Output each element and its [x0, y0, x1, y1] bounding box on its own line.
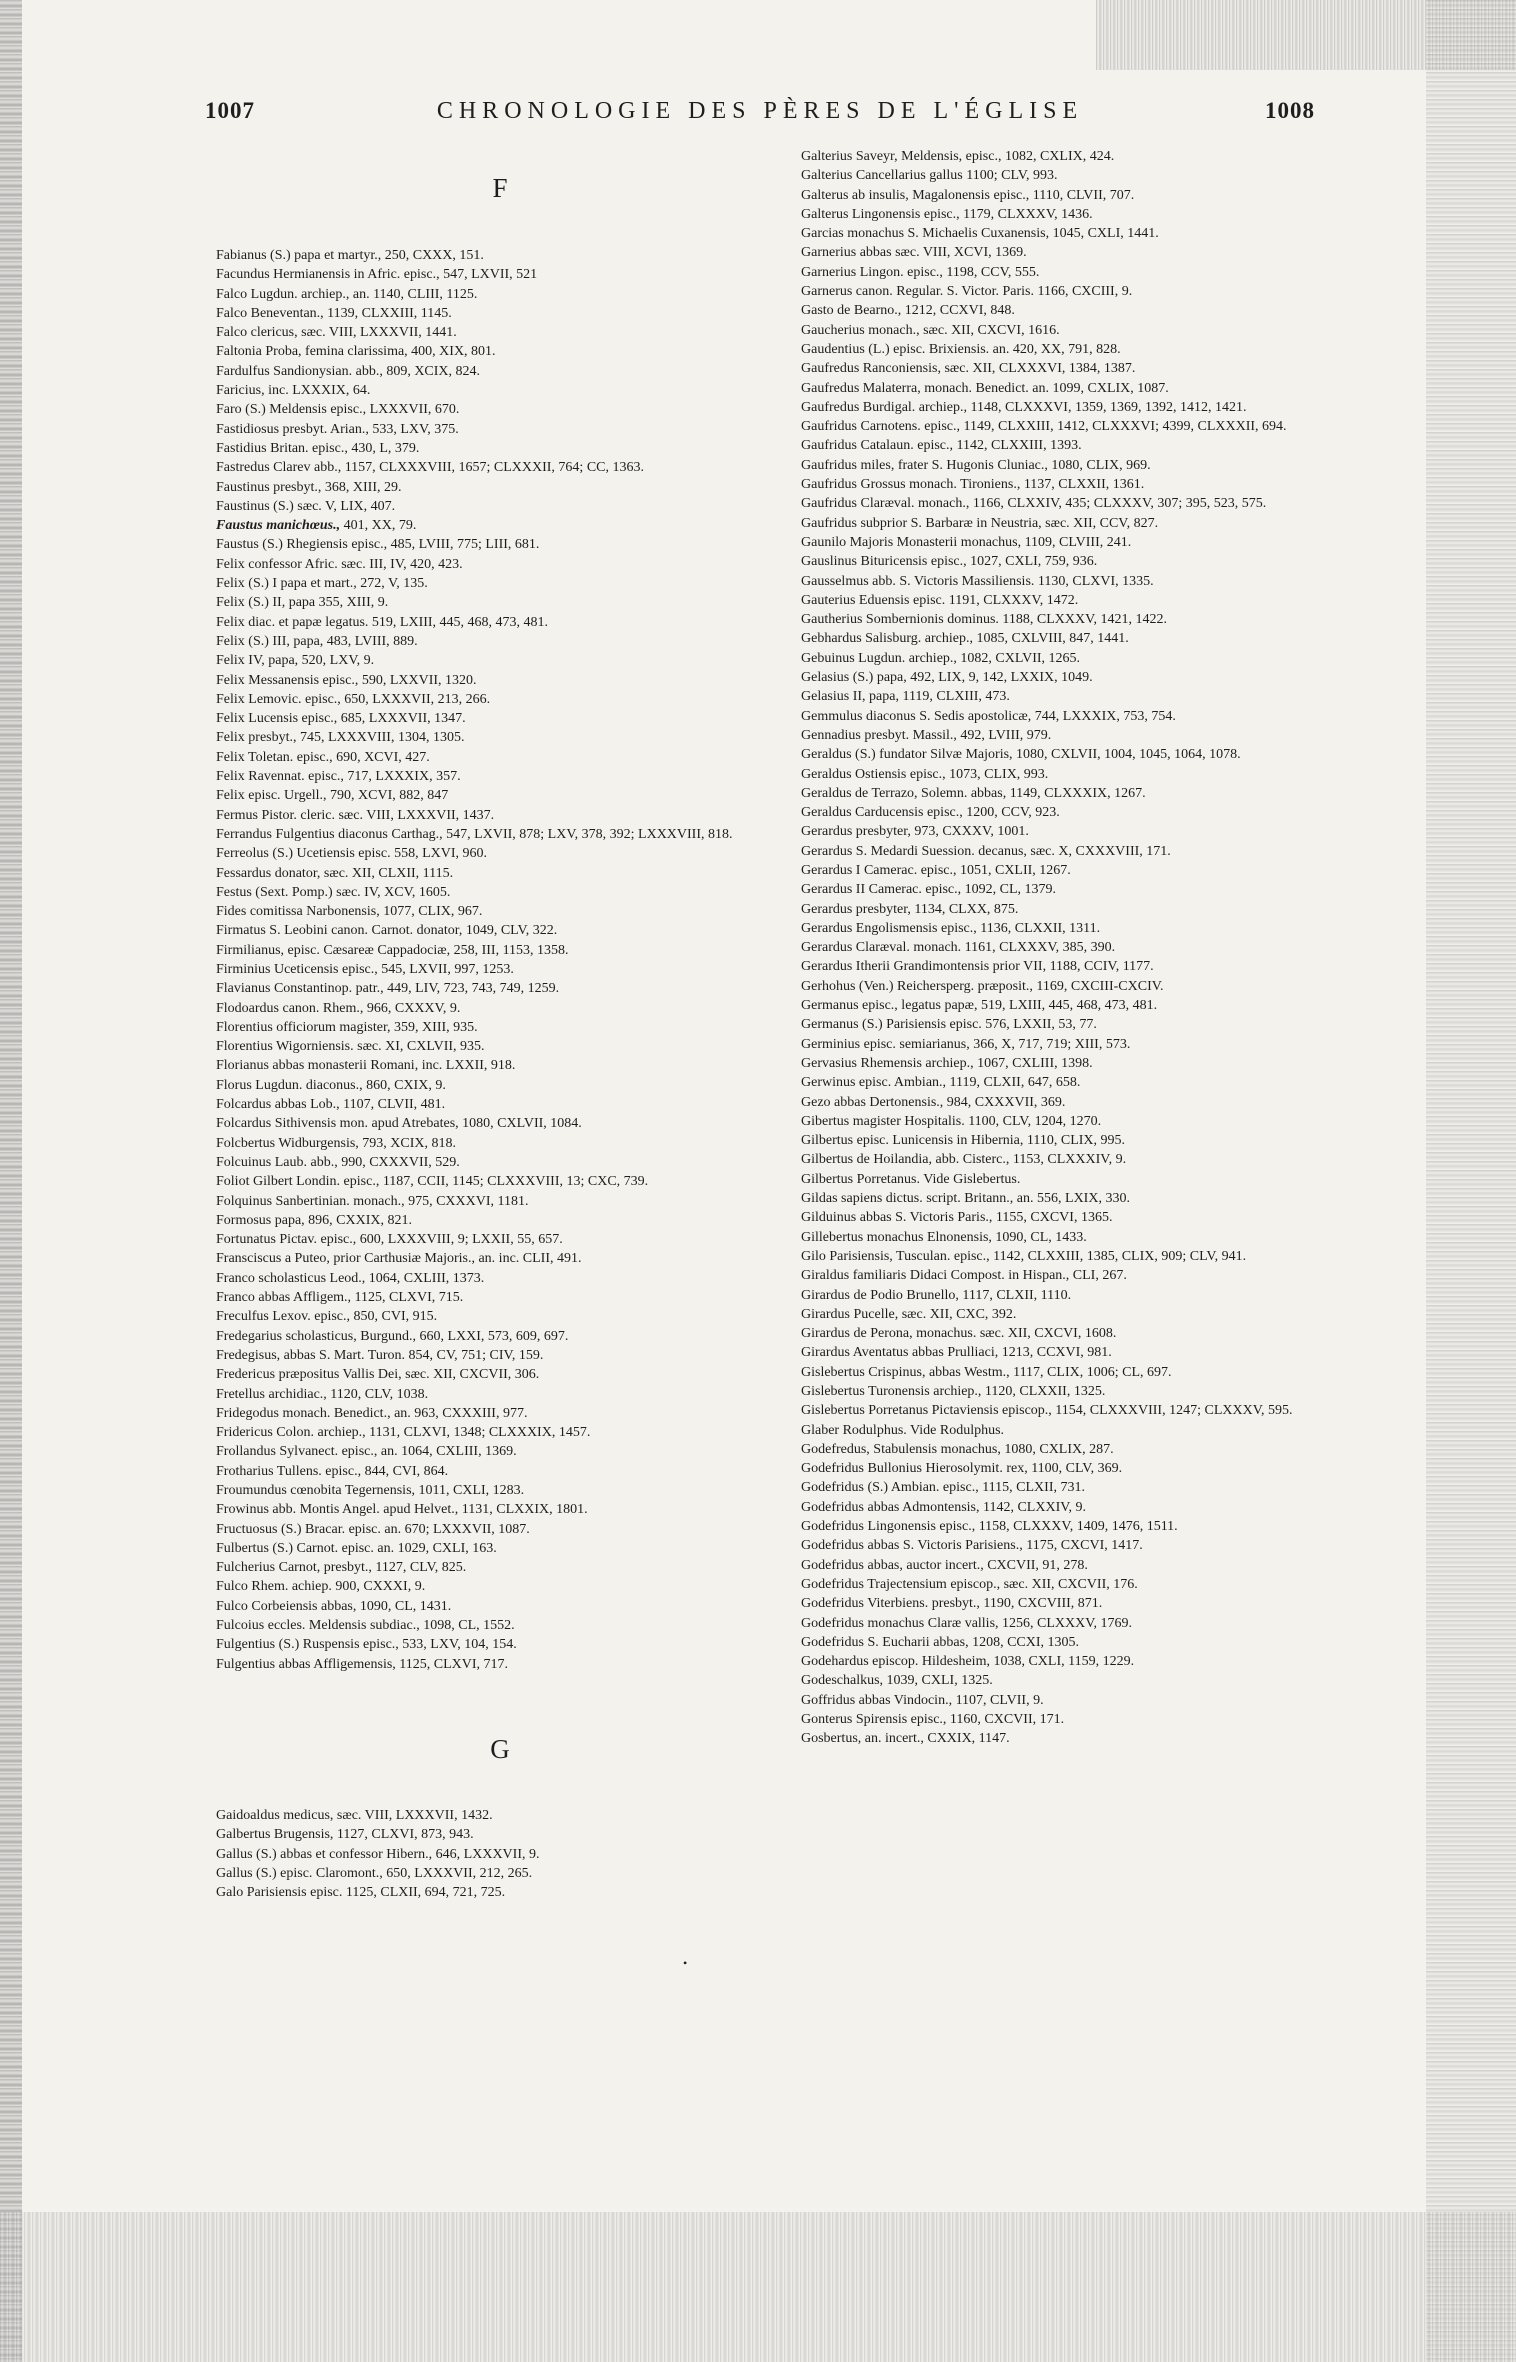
- index-entry: Fastidiosus presbyt. Arian., 533, LXV, 375.: [216, 421, 459, 437]
- index-entry: Gaucherius monach., sæc. XII, CXCVI, 1616.: [801, 322, 1060, 338]
- index-entry: Felix Lucensis episc., 685, LXXXVII, 1347.: [216, 711, 466, 727]
- page-header: [205, 98, 1315, 128]
- index-entry: Galterius Cancellarius gallus 1100; CLV, 993.: [801, 168, 1058, 184]
- index-entry: Giraldus familiaris Didaci Compost. in Hispan., CLI, 267.: [801, 1268, 1127, 1284]
- scan-noise-bottom: [0, 2212, 1516, 2362]
- index-entry: Gaunilo Majoris Monasterii monachus, 1109, CLVIII, 241.: [801, 534, 1132, 550]
- index-entry: Gasto de Bearno., 1212, CCXVI, 848.: [801, 303, 1015, 319]
- index-entry: Gautherius Sombernionis dominus. 1188, CLXXXV, 1421, 1422.: [801, 612, 1167, 628]
- index-entry: Faustinus (S.) sæc. V, LIX, 407.: [216, 498, 396, 514]
- index-entry: Gezo abbas Dertonensis., 984, CXXXVII, 369.: [801, 1094, 1066, 1110]
- index-entry: Gelasius II, papa, 1119, CLXIII, 473.: [801, 689, 1010, 705]
- index-entry: Garnerius abbas sæc. VIII, XCVI, 1369.: [801, 245, 1027, 261]
- index-entry: Fermus Pistor. cleric. sæc. VIII, LXXXVII, 1437.: [216, 807, 495, 823]
- index-entry: Godefridus S. Eucharii abbas, 1208, CCXI, 1305.: [801, 1634, 1080, 1650]
- index-entry: Falco clericus, sæc. VIII, LXXXVII, 1441.: [216, 325, 457, 341]
- index-entry: Gislebertus Porretanus Pictaviensis episcop., 1154, CLXXXVIII, 1247; CLXXXV, 595.: [801, 1403, 1293, 1419]
- index-entry: Gaufridus Carnotens. episc., 1149, CLXXIII, 1412, CLXXXVI; 4399, CLXXXII, 694.: [801, 419, 1287, 435]
- section-letter-g: G: [490, 1733, 510, 1764]
- index-entry: Frotharius Tullens. episc., 844, CVI, 864.: [216, 1463, 449, 1479]
- index-entry: Gerardus Claræval. monach. 1161, CLXXXV, 385, 390.: [801, 940, 1116, 956]
- index-entry: Froumundus cœnobita Tegernensis, 1011, CXLI, 1283.: [216, 1483, 525, 1498]
- index-entry: Gosbertus, an. incert., CXXIX, 1147.: [801, 1731, 1010, 1747]
- index-entry: Gillebertus monachus Elnonensis, 1090, CL, 1433.: [801, 1229, 1087, 1245]
- index-entry: Fredegarius scholasticus, Burgund., 660, LXXI, 573, 609, 697.: [216, 1328, 569, 1344]
- index-entry: Fulbertus (S.) Carnot. episc. an. 1029, CXLI, 163.: [216, 1540, 497, 1556]
- right-column: [785, 147, 1310, 1749]
- index-entry: Fabianus (S.) papa et martyr., 250, CXXX, 151.: [216, 248, 484, 263]
- index-entry: Girardus de Podio Brunello, 1117, CLXII, 1110.: [801, 1287, 1072, 1303]
- index-entry: Fredericus præpositus Vallis Dei, sæc. XII, CXCVII, 306.: [216, 1367, 540, 1383]
- index-entry: Gemmulus diaconus S. Sedis apostolicæ, 744, LXXXIX, 753, 754.: [801, 708, 1176, 724]
- index-entry: Gaufredus Burdigal. archiep., 1148, CLXXXVI, 1359, 1369, 1392, 1412, 1421.: [801, 399, 1247, 415]
- entries-g: [200, 1806, 760, 1902]
- index-entry: Gilo Parisiensis, Tusculan. episc., 1142, CLXXIII, 1385, CLIX, 909; CLV, 941.: [801, 1248, 1247, 1264]
- index-entry: Gerwinus episc. Ambian., 1119, CLXII, 647, 658.: [801, 1075, 1081, 1091]
- index-entry: Gaidoaldus medicus, sæc. VIII, LXXXVII, 1432.: [216, 1807, 493, 1823]
- index-entry: Galterus Lingonensis episc., 1179, CLXXXV, 1436.: [801, 206, 1093, 222]
- index-entry: Godehardus episcop. Hildesheim, 1038, CXLI, 1159, 1229.: [801, 1654, 1135, 1670]
- index-entry: Galterius Saveyr, Meldensis, episc., 1082, CXLIX, 424.: [801, 149, 1115, 164]
- index-entry: Felix (S.) II, papa 355, XIII, 9.: [216, 595, 389, 611]
- index-entry: Godefridus Viterbiens. presbyt., 1190, CXCVIII, 871.: [801, 1596, 1103, 1612]
- index-entry: Geraldus Ostiensis episc., 1073, CLIX, 993.: [801, 766, 1049, 782]
- index-entry: Fessardus donator, sæc. XII, CLXII, 1115.: [216, 865, 454, 881]
- index-entry: Folcardus Sithivensis mon. apud Atrebates, 1080, CXLVII, 1084.: [216, 1116, 582, 1132]
- index-entry: Falco Lugdun. archiep., an. 1140, CLIII, 1125.: [216, 286, 478, 302]
- index-entry: Germanus (S.) Parisiensis episc. 576, LXXII, 53, 77.: [801, 1017, 1097, 1033]
- index-entry: Godefridus abbas, auctor incert., CXCVII, 91, 278.: [801, 1557, 1088, 1573]
- index-entry: Gerardus presbyter, 973, CXXXV, 1001.: [801, 824, 1029, 840]
- index-entry: Facundus Hermianensis in Afric. episc., 547, LXVII, 521: [216, 267, 538, 283]
- index-entry: Folquinus Sanbertinian. monach., 975, CXXXVI, 1181.: [216, 1193, 529, 1209]
- index-entry: Gislebertus Crispinus, abbas Westm., 1117, CLIX, 1006; CL, 697.: [801, 1364, 1172, 1380]
- index-entry: Fredegisus, abbas S. Mart. Turon. 854, CV, 751; CIV, 159.: [216, 1347, 544, 1363]
- index-entry: Fridegodus monach. Benedict., an. 963, CXXXIII, 977.: [216, 1405, 528, 1421]
- index-entry: Girardus Pucelle, sæc. XII, CXC, 392.: [801, 1306, 1017, 1322]
- index-entry: Florentius Wigorniensis. sæc. XI, CXLVII, 935.: [216, 1039, 485, 1055]
- index-entry: Gallus (S.) episc. Claromont., 650, LXXXVII, 212, 265.: [216, 1865, 533, 1881]
- index-entry: Fulcherius Carnot, presbyt., 1127, CLV, 825.: [216, 1560, 467, 1576]
- index-entry: Folcbertus Widburgensis, 793, XCIX, 818.: [216, 1135, 457, 1151]
- index-entry: Godefridus abbas Admontensis, 1142, CLXXIV, 9.: [801, 1499, 1087, 1515]
- index-entry: Geraldus Carducensis episc., 1200, CCV, 923.: [801, 805, 1060, 821]
- scan-edge-left: [0, 0, 22, 2362]
- index-entry: Gervasius Rhemensis archiep., 1067, CXLIII, 1398.: [801, 1055, 1093, 1071]
- index-entry: [200, 516, 760, 535]
- index-entry: Glaber Rodulphus. Vide Rodulphus.: [801, 1422, 1005, 1438]
- index-entry: Felix episc. Urgell., 790, XCVI, 882, 847: [216, 788, 449, 804]
- index-entry: Gilduinus abbas S. Victoris Paris., 1155, CXCVI, 1365.: [801, 1210, 1113, 1226]
- page-number-right: 1008: [1265, 98, 1315, 123]
- index-entry: Gerardus Itherii Grandimontensis prior VII, 1188, CCIV, 1177.: [801, 959, 1154, 975]
- index-entry: Fortunatus Pictav. episc., 600, LXXXVIII, 9; LXXII, 55, 657.: [216, 1232, 563, 1248]
- index-entry: Felix presbyt., 745, LXXXVIII, 1304, 1305.: [216, 730, 465, 746]
- page-number-left: 1007: [205, 98, 255, 123]
- index-entry: Frollandus Sylvanect. episc., an. 1064, CXLIII, 1369.: [216, 1444, 517, 1460]
- index-entry: Godeschalkus, 1039, CXLI, 1325.: [801, 1673, 993, 1689]
- index-entry: Firminius Uceticensis episc., 545, LXVII, 997, 1253.: [216, 961, 514, 977]
- index-entry: Galo Parisiensis episc. 1125, CLXII, 694, 721, 725.: [216, 1885, 506, 1901]
- index-entry: Florus Lugdun. diaconus., 860, CXIX, 9.: [216, 1077, 446, 1093]
- index-entry: Gerhohus (Ven.) Reichersperg. præposit., 1169, CXCIII-CXCIV.: [801, 978, 1164, 994]
- index-entry: Gildas sapiens dictus. script. Britann., an. 556, LXIX, 330.: [801, 1191, 1130, 1207]
- index-entry: Germinius episc. semiarianus, 366, X, 717, 719; XIII, 573.: [801, 1036, 1131, 1052]
- index-entry: Germanus episc., legatus papæ, 519, LXIII, 445, 468, 473, 481.: [801, 998, 1158, 1014]
- index-entry: Gaufredus Ranconiensis, sæc. XII, CLXXXVI, 1384, 1387.: [801, 361, 1136, 377]
- index-entry: Ferrandus Fulgentius diaconus Carthag., 547, LXVII, 878; LXV, 378, 392; LXXXVIII, 818.: [216, 826, 733, 842]
- entry-refs: 401, XX, 79.: [340, 518, 417, 534]
- index-entry: Gaudentius (L.) episc. Brixiensis. an. 420, XX, 791, 828.: [801, 341, 1121, 357]
- index-entry: Gilbertus Porretanus. Vide Gislebertus.: [801, 1171, 1021, 1187]
- index-entry: Galterus ab insulis, Magalonensis episc., 1110, CLVII, 707.: [801, 187, 1135, 203]
- index-entry: Foliot Gilbert Londin. episc., 1187, CCII, 1145; CLXXXVIII, 13; CXC, 739.: [216, 1174, 649, 1190]
- index-entry: Fridericus Colon. archiep., 1131, CLXVI, 1348; CLXXXIX, 1457.: [216, 1425, 591, 1441]
- index-entry: Gerardus II Camerac. episc., 1092, CL, 1379.: [801, 882, 1057, 898]
- index-entry: Felix IV, papa, 520, LXV, 9.: [216, 653, 375, 669]
- index-entry: Gauslinus Bituricensis episc., 1027, CXLI, 759, 936.: [801, 554, 1098, 570]
- index-entry: Felix (S.) III, papa, 483, LVIII, 889.: [216, 633, 418, 649]
- index-entry: Frowinus abb. Montis Angel. apud Helvet., 1131, CLXXIX, 1801.: [216, 1502, 588, 1518]
- index-entry: Freculfus Lexov. episc., 850, CVI, 915.: [216, 1309, 438, 1325]
- index-entry: Gennadius presbyt. Massil., 492, LVIII, 979.: [801, 727, 1052, 743]
- index-entry: Flodoardus canon. Rhem., 966, CXXXV, 9.: [216, 1000, 461, 1016]
- index-entry: Garnerus canon. Regular. S. Victor. Paris. 1166, CXCIII, 9.: [801, 284, 1133, 300]
- index-entry: Falco Beneventan., 1139, CLXXIII, 1145.: [216, 305, 452, 321]
- index-entry: Fretellus archidiac., 1120, CLV, 1038.: [216, 1386, 429, 1402]
- index-entry: Godefredus, Stabulensis monachus, 1080, CXLIX, 287.: [801, 1441, 1114, 1457]
- index-entry: Faricius, inc. LXXXIX, 64.: [216, 383, 371, 399]
- index-entry: Firmilianus, episc. Cæsareæ Cappadociæ, 258, III, 1153, 1358.: [216, 942, 569, 958]
- section-letter-f: F: [492, 173, 508, 203]
- index-entry: Fardulfus Sandionysian. abb., 809, XCIX, 824.: [216, 363, 481, 379]
- index-entry: Florentius officiorum magister, 359, XIII, 935.: [216, 1019, 478, 1035]
- index-entry: Gaufridus Claræval. monach., 1166, CLXXIV, 435; CLXXXV, 307; 395, 523, 575.: [801, 496, 1267, 512]
- entries-right: [785, 147, 1310, 1749]
- index-entry: Felix Messanensis episc., 590, LXXVII, 1320.: [216, 672, 477, 688]
- index-entry: Faustus (S.) Rhegiensis episc., 485, LVIII, 775; LIII, 681.: [216, 537, 540, 553]
- index-entry: Geraldus (S.) fundator Silvæ Majoris, 1080, CXLVII, 1004, 1045, 1064, 1078.: [801, 747, 1241, 763]
- index-entry: Firmatus S. Leobini canon. Carnot. donator, 1049, CLV, 322.: [216, 923, 558, 939]
- index-entry: Faro (S.) Meldensis episc., LXXXVII, 670.: [216, 402, 460, 418]
- index-entry: Fastidius Britan. episc., 430, L, 379.: [216, 440, 420, 456]
- entry-name-italic: Faustus manichœus.,: [216, 518, 341, 534]
- index-entry: Godefridus abbas S. Victoris Parisiens., 1175, CXCVI, 1417.: [801, 1538, 1143, 1554]
- index-entry: Felix diac. et papæ legatus. 519, LXIII, 445, 468, 473, 481.: [216, 614, 549, 630]
- index-entry: Fulco Rhem. achiep. 900, CXXXI, 9.: [216, 1579, 426, 1595]
- index-entry: Godefridus monachus Claræ vallis, 1256, CLXXXV, 1769.: [801, 1615, 1133, 1631]
- bullet-mark: •: [683, 1956, 688, 1970]
- index-entry: Fulgentius abbas Affligemensis, 1125, CLXVI, 717.: [216, 1656, 509, 1672]
- index-entry: Gaufridus subprior S. Barbaræ in Neustria, sæc. XII, CCV, 827.: [801, 515, 1159, 531]
- index-entry: Felix (S.) I papa et mart., 272, V, 135.: [216, 576, 428, 592]
- index-entry: Gaufridus Grossus monach. Tironiens., 1137, CLXXII, 1361.: [801, 477, 1145, 493]
- index-entry: Fulgentius (S.) Ruspensis episc., 533, LXV, 104, 154.: [216, 1637, 517, 1653]
- index-entry: Fides comitissa Narbonensis, 1077, CLIX, 967.: [216, 904, 483, 920]
- index-entry: Folcuinus Laub. abb., 990, CXXXVII, 529.: [216, 1154, 460, 1170]
- index-entry: Godefridus Trajectensium episcop., sæc. XII, CXCVII, 176.: [801, 1576, 1138, 1592]
- index-entry: Gerardus presbyter, 1134, CLXX, 875.: [801, 901, 1019, 917]
- index-entry: Gislebertus Turonensis archiep., 1120, CLXXII, 1325.: [801, 1384, 1106, 1399]
- index-entry: Gebuinus Lugdun. archiep., 1082, CXLVII, 1265.: [801, 650, 1081, 666]
- index-entry: Gilbertus de Hoilandia, abb. Cisterc., 1153, CLXXXIV, 9.: [801, 1152, 1127, 1168]
- index-entry: Felix Ravennat. episc., 717, LXXXIX, 357.: [216, 769, 461, 785]
- index-entry: Gibertus magister Hospitalis. 1100, CLV, 1204, 1270.: [801, 1113, 1102, 1129]
- index-entry: Florianus abbas monasterii Romani, inc. LXXII, 918.: [216, 1058, 516, 1074]
- index-entry: Godefridus Bullonius Hierosolymit. rex, 1100, CLV, 369.: [801, 1461, 1123, 1477]
- index-entry: Gebhardus Salisburg. archiep., 1085, CXLVIII, 847, 1441.: [801, 631, 1129, 647]
- index-entry: Faustinus presbyt., 368, XIII, 29.: [216, 479, 402, 495]
- entries-f: [200, 246, 760, 1674]
- index-entry: Gaufredus Malaterra, monach. Benedict. an. 1099, CXLIX, 1087.: [801, 380, 1169, 396]
- index-entry: Gerardus S. Medardi Suession. decanus, sæc. X, CXXXVIII, 171.: [801, 843, 1171, 859]
- index-entry: Girardus Aventatus abbas Prulliaci, 1213, CCXVI, 981.: [801, 1345, 1112, 1361]
- index-entry: Gauterius Eduensis episc. 1191, CLXXXV, 1472.: [801, 592, 1079, 608]
- running-title: CHRONOLOGIE DES PÈRES DE L'ÉGLISE: [436, 98, 1084, 124]
- index-entry: Garcias monachus S. Michaelis Cuxanensis, 1045, CXLI, 1441.: [801, 226, 1159, 242]
- index-entry: Ferreolus (S.) Ucetiensis episc. 558, LXVI, 960.: [216, 846, 488, 862]
- index-entry: Gaufridus Catalaun. episc., 1142, CLXXIII, 1393.: [801, 438, 1082, 454]
- left-column: [200, 168, 760, 1902]
- index-entry: Festus (Sext. Pomp.) sæc. IV, XCV, 1605.: [216, 884, 451, 900]
- index-entry: Fastredus Clarev abb., 1157, CLXXXVIII, 1657; CLXXXII, 764; CC, 1363.: [216, 460, 644, 476]
- index-entry: Fructuosus (S.) Bracar. episc. an. 670; LXXXVII, 1087.: [216, 1521, 530, 1537]
- index-entry: Galbertus Brugensis, 1127, CLXVI, 873, 943.: [216, 1827, 474, 1843]
- index-entry: Godefridus Lingonensis episc., 1158, CLXXXV, 1409, 1476, 1511.: [801, 1519, 1178, 1535]
- index-entry: Fulcoius eccles. Meldensis subdiac., 1098, CL, 1552.: [216, 1618, 515, 1634]
- index-entry: Gilbertus episc. Lunicensis in Hibernia, 1110, CLIX, 995.: [801, 1133, 1126, 1149]
- index-entry: Gonterus Spirensis episc., 1160, CXCVII, 171.: [801, 1712, 1065, 1728]
- index-entry: Felix Toletan. episc., 690, XCVI, 427.: [216, 749, 430, 765]
- index-entry: Garnerius Lingon. episc., 1198, CCV, 555.: [801, 264, 1040, 280]
- index-entry: Fulco Corbeiensis abbas, 1090, CL, 1431.: [216, 1598, 452, 1614]
- index-entry: Gerardus I Camerac. episc., 1051, CXLII, 1267.: [801, 862, 1071, 878]
- index-entry: Formosus papa, 896, CXXIX, 821.: [216, 1212, 412, 1228]
- index-entry: Felix Lemovic. episc., 650, LXXXVII, 213, 266.: [216, 691, 491, 707]
- index-entry: Gausselmus abb. S. Victoris Massiliensis. 1130, CLXVI, 1335.: [801, 573, 1154, 589]
- index-entry: Geraldus de Terrazo, Solemn. abbas, 1149, CLXXXIX, 1267.: [801, 785, 1146, 801]
- index-entry: Folcardus abbas Lob., 1107, CLVII, 481.: [216, 1097, 446, 1113]
- index-entry: Girardus de Perona, monachus. sæc. XII, CXCVI, 1608.: [801, 1326, 1117, 1342]
- index-entry: Godefridus (S.) Ambian. episc., 1115, CLXII, 731.: [801, 1480, 1085, 1496]
- index-entry: Faltonia Proba, femina clarissima, 400, XIX, 801.: [216, 344, 496, 360]
- index-entry: Flavianus Constantinop. patr., 449, LIV, 723, 743, 749, 1259.: [216, 981, 560, 997]
- index-entry: Franco abbas Affligem., 1125, CLXVI, 715.: [216, 1290, 464, 1306]
- index-entry: Gerardus Engolismensis episc., 1136, CLXXII, 1311.: [801, 920, 1101, 936]
- scan-noise-right: [1426, 0, 1516, 2362]
- index-entry: Goffridus abbas Vindocin., 1107, CLVII, 9.: [801, 1692, 1044, 1708]
- index-entry: Felix confessor Afric. sæc. III, IV, 420, 423.: [216, 556, 463, 572]
- index-entry: Franco scholasticus Leod., 1064, CXLIII, 1373.: [216, 1270, 485, 1286]
- index-entry: Fransciscus a Puteo, prior Carthusiæ Majoris., an. inc. CLII, 491.: [216, 1251, 582, 1267]
- index-entry: Gelasius (S.) papa, 492, LIX, 9, 142, LXXIX, 1049.: [801, 670, 1093, 686]
- index-entry: Gaufridus miles, frater S. Hugonis Cluniac., 1080, CLIX, 969.: [801, 457, 1151, 473]
- index-entry: Gallus (S.) abbas et confessor Hibern., 646, LXXXVII, 9.: [216, 1846, 540, 1862]
